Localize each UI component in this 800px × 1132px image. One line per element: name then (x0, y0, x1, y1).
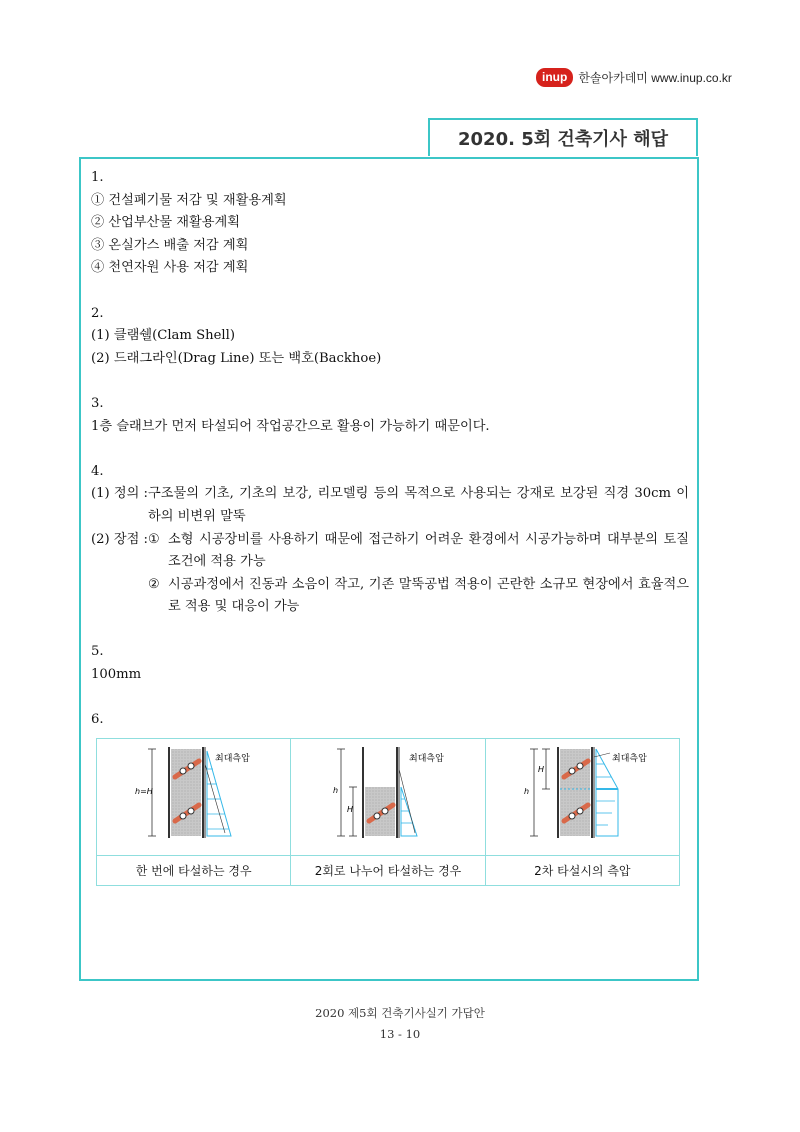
q2-item: (1) 클램쉘(Clam Shell) (91, 328, 236, 344)
q2-number: 2. (91, 305, 104, 321)
figure-label-max: 최대측압 (215, 754, 250, 764)
q6-number: 6. (91, 712, 104, 728)
page-number: 13 - 10 (379, 1027, 421, 1041)
figure-label-h: h (333, 786, 339, 795)
brand-text: 한솔아카데미 www.inup.co.kr (578, 71, 732, 85)
figure-label-h: h (523, 787, 529, 796)
figure-label-max: 최대측압 (611, 754, 647, 764)
q4-def-label: (1) 정의 : (91, 486, 148, 502)
q1-number: 1. (91, 170, 104, 185)
answer-content (91, 167, 689, 732)
figure-two-pour (291, 739, 485, 855)
q2-item: (2) 드래그라인(Drag Line) 또는 백호(Backhoe) (91, 350, 382, 366)
figure-label-H: H (347, 805, 354, 814)
q1-item: ① 건설폐기물 저감 및 재활용계획 (91, 192, 287, 208)
page-title: 2020. 5회 건축기사 해답 (428, 118, 698, 156)
inup-logo: inup (536, 68, 573, 87)
q5-number: 5. (91, 644, 104, 660)
q4-adv-item: ② 시공과정에서 진동과 소음이 작고, 기존 말뚝공법 적용이 곤란한 소규모 현장에서 효율적으로 적용 및 대응이 가능 (148, 576, 689, 615)
footer-title: 2020 제5회 건축기사실기 가답안 (315, 1006, 485, 1020)
q4-advantages (91, 529, 689, 619)
pressure-figure-table (96, 738, 680, 886)
brand-header (536, 68, 732, 87)
q1-item: ④ 천연자원 사용 저감 계획 (91, 260, 249, 276)
figure-label-H: H (537, 765, 544, 774)
figure-second-pour (486, 739, 679, 855)
q1-item: ② 산업부산물 재활용계획 (91, 215, 240, 231)
figure-label-max: 최대측압 (409, 754, 445, 764)
q4-definition (91, 483, 689, 528)
q3-answer: 1층 슬래브가 먼저 타설되어 작업공간으로 활용이 가능하기 때문이다. (91, 418, 490, 434)
q4-adv-item: ① 소형 시공장비를 사용하기 때문에 접근하기 어려운 환경에서 시공가능하며 대부분의 토질 조건에 적용 가능 (148, 531, 689, 570)
figure-caption: 한 번에 타설하는 경우 (97, 856, 291, 885)
q1-item: ③ 온실가스 배출 저감 계획 (91, 237, 249, 253)
figure-caption: 2차 타설시의 측압 (534, 864, 631, 878)
figure-caption: 2회로 나누어 타설하는 경우 (291, 856, 485, 885)
figure-single-pour (97, 739, 291, 855)
figure-label-h: h=H (135, 787, 153, 796)
q5-answer: 100mm (91, 667, 142, 683)
q4-def-text: 구조물의 기초, 기초의 보강, 리모델링 등의 목적으로 사용되는 강재로 보강된 직경 30cm 이하의 비변위 말뚝 (148, 486, 689, 524)
q4-adv-label: (2) 장점 : (91, 531, 148, 547)
q4-number: 4. (91, 463, 104, 479)
q3-number: 3. (91, 395, 104, 411)
